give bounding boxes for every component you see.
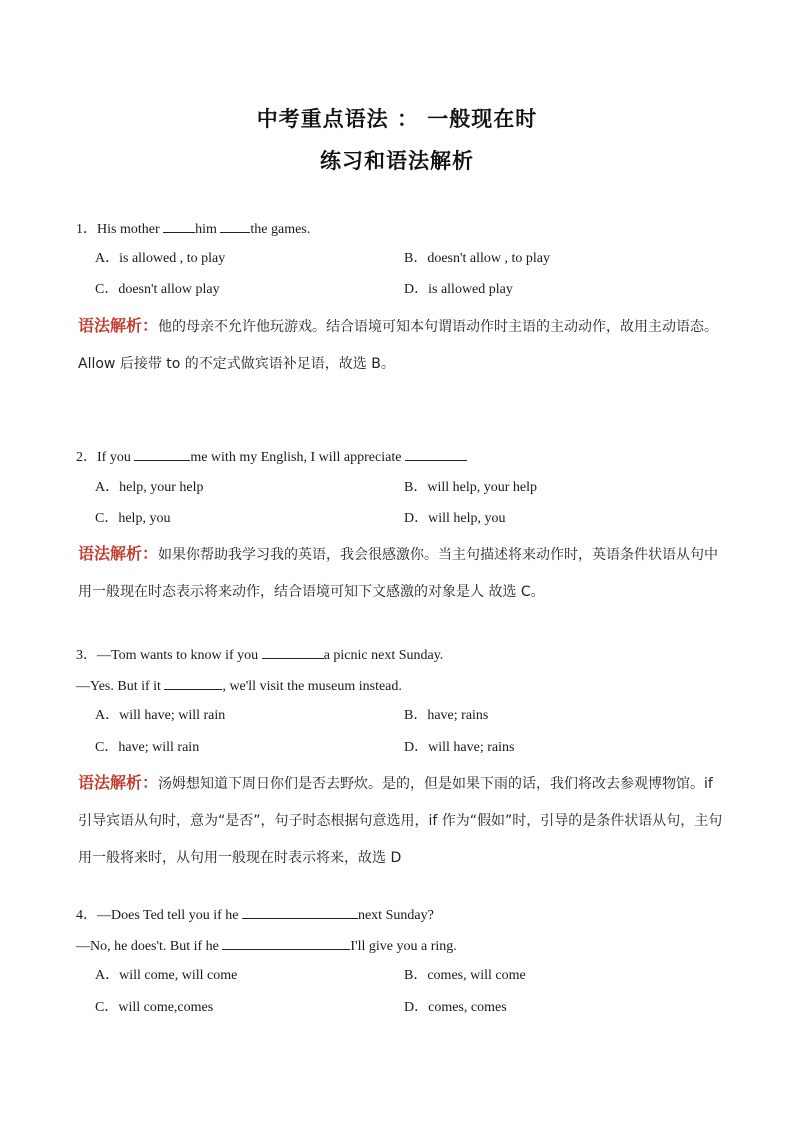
- question-2-analysis: 语法解析：如果你帮助我学习我的英语，我会很感激你。当主句描述将来动作时，英语条件状语从句中用一般现在时态表示将来动作，结合语境可知下文感激的对象是人 故选 C。: [78, 544, 719, 600]
- page-title: 中考重点语法 ： 一般现在时: [256, 107, 538, 131]
- question-4-option-a: A．will come, will come: [95, 968, 238, 983]
- question-1-number: 1．: [76, 222, 97, 237]
- question-4-option-d: D．comes, comes: [404, 1000, 507, 1015]
- question-1-option-d: D．is allowed play: [404, 282, 513, 297]
- question-4-number: 4．: [76, 908, 97, 923]
- analysis-label: 语法解析：: [78, 316, 159, 335]
- question-4-blank-1: [242, 905, 358, 919]
- question-1-option-a: A．is allowed , to play: [95, 251, 226, 266]
- question-3-stem: 3．—Tom wants to know if you a picnic next Sunday.: [76, 645, 443, 665]
- question-3-option-b: B．have; rains: [404, 708, 489, 723]
- page-subtitle: 练习和语法解析: [320, 149, 474, 173]
- question-2-stem: 2．If you me with my English, I will appreciate: [76, 447, 467, 467]
- question-2-option-a: A．help, your help: [95, 480, 204, 495]
- question-3-blank-1: [262, 645, 324, 659]
- question-1-stem: 1．His mother him the games.: [76, 219, 310, 239]
- question-2-blank-2: [405, 447, 467, 461]
- question-1-option-c: C．doesn't allow play: [95, 282, 220, 297]
- question-2-option-d: D．will help, you: [404, 511, 506, 526]
- question-2-blank-1: [134, 447, 190, 461]
- question-3-response: —Yes. But if it , we'll visit the museum instead.: [76, 676, 402, 696]
- question-1-analysis: 语法解析：他的母亲不允许他玩游戏。结合语境可知本句谓语动作时主语的主动动作，故用主动语态。Allow 后接带 to 的不定式做宾语补足语，故选 B。: [78, 316, 719, 372]
- question-4-blank-2: [222, 936, 350, 950]
- question-3-option-c: C．have; will rain: [95, 740, 200, 755]
- question-4-option-b: B．comes, will come: [404, 968, 526, 983]
- question-4-option-c: C．will come,comes: [95, 1000, 214, 1015]
- question-2-number: 2．: [76, 450, 97, 465]
- question-1-option-b: B．doesn't allow , to play: [404, 251, 551, 266]
- question-3-blank-2: [164, 676, 222, 690]
- question-3-analysis: 语法解析：汤姆想知道下周日你们是否去野炊。是的，但是如果下雨的话，我们将改去参观博物馆。if 引导宾语从句时，意为“是否”，句子时态根据句意选用，if 作为“假如”时，引导的是条件状语从句，主句用一般将来时，从句用一般现在时表示将来，故选 D: [78, 773, 723, 866]
- question-1-blank-2: [220, 219, 250, 233]
- question-3-number: 3．: [76, 648, 97, 663]
- question-3-option-d: D．will have; rains: [404, 740, 515, 755]
- question-1-blank-1: [163, 219, 195, 233]
- question-4-response: —No, he does't. But if he I'll give you a ring.: [76, 936, 457, 956]
- question-4-stem: 4．—Does Ted tell you if he next Sunday?: [76, 905, 434, 925]
- question-3-option-a: A．will have; will rain: [95, 708, 226, 723]
- question-2-option-c: C．help, you: [95, 511, 171, 526]
- question-2-option-b: B．will help, your help: [404, 480, 537, 495]
